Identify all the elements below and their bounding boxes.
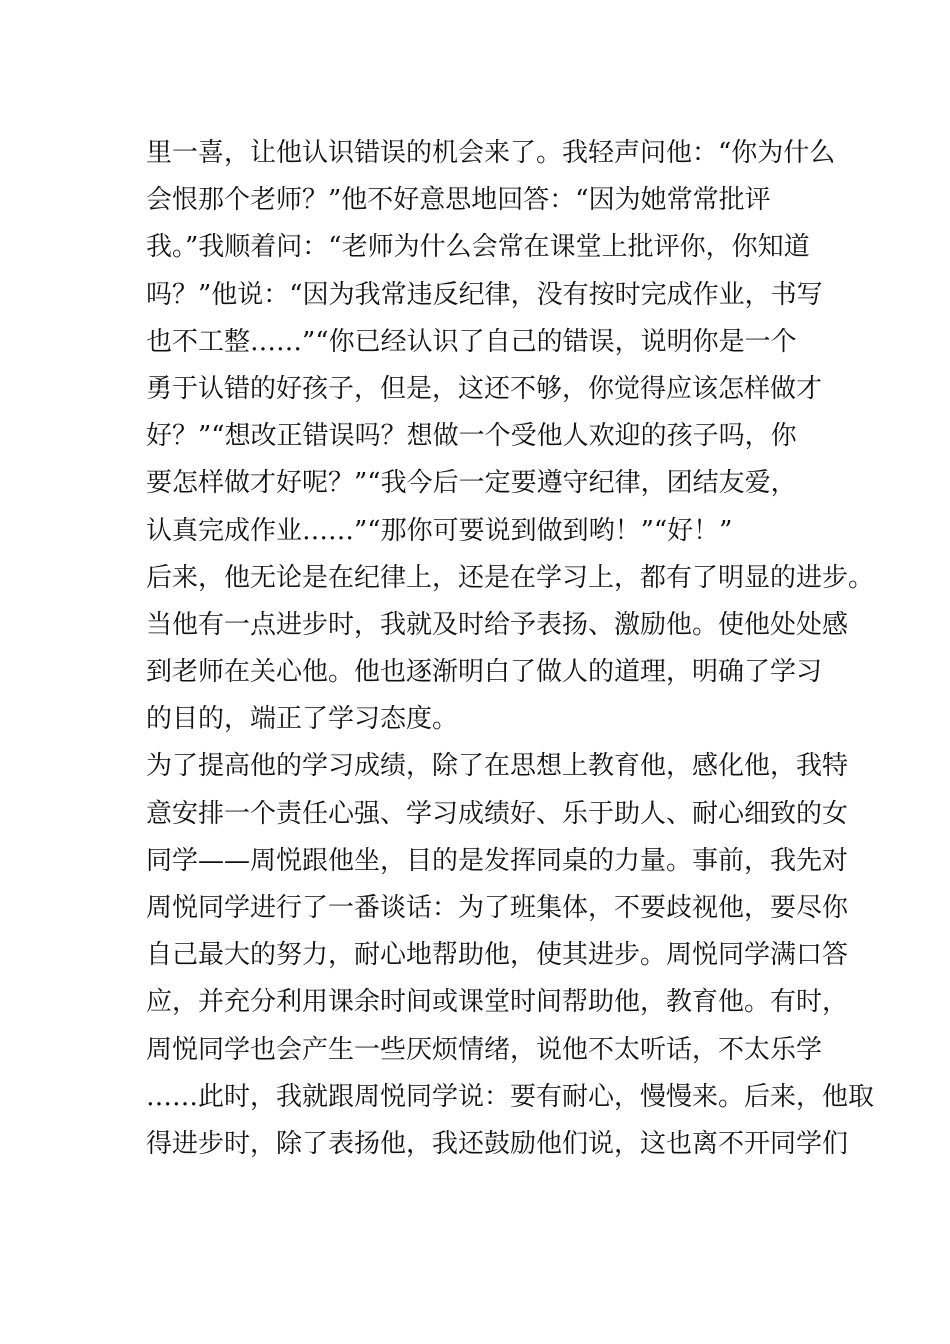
body-text — [146, 130, 875, 1168]
text-line: 周悦同学也会产生一些厌烦情绪，说他不太听话，不太乐学 — [146, 1034, 823, 1065]
text-line: 到老师在关心他。他也逐渐明白了做人的道理，明确了学习 — [146, 657, 823, 688]
text-line: 后来，他无论是在纪律上，还是在学习上，都有了明显的进步。 — [146, 562, 875, 593]
text-line: 应，并充分利用课余时间或课堂时间帮助他，教育他。有时， — [146, 987, 849, 1018]
text-line: 好？”“想改正错误吗？想做一个受他人欢迎的孩子吗，你 — [146, 421, 797, 452]
text-line: 吗？”他说：“因为我常违反纪律，没有按时完成作业，书写 — [146, 279, 823, 310]
text-line: 会恨那个老师？”他不好意思地回答：“因为她常常批评 — [146, 185, 771, 216]
text-line: 认真完成作业……”“那你可要说到做到哟！”“好！” — [146, 515, 733, 546]
text-line: 同学——周悦跟他坐，目的是发挥同桌的力量。事前，我先对 — [146, 845, 849, 876]
text-line: 里一喜，让他认识错误的机会来了。我轻声问他：“你为什么 — [146, 138, 836, 168]
text-line: 得进步时，除了表扬他，我还鼓励他们说，这也离不开同学们 — [146, 1128, 849, 1159]
text-line: 也不工整……”“你已经认识了自己的错误，说明你是一个 — [146, 326, 797, 357]
text-line: 意安排一个责任心强、学习成绩好、乐于助人、耐心细致的女 — [146, 798, 849, 829]
text-line: 当他有一点进步时，我就及时给予表扬、激励他。使他处处感 — [146, 609, 849, 640]
text-line: 的目的，端正了学习态度。 — [146, 704, 459, 735]
text-line: 周悦同学进行了一番谈话：为了班集体，不要歧视他，要尽你 — [146, 893, 849, 923]
text-line: 要怎样做才好呢？”“我今后一定要遵守纪律，团结友爱， — [146, 468, 797, 499]
text-line: 我。”我顺着问：“老师为什么会常在课堂上批评你，你知道 — [146, 232, 810, 263]
text-line: 勇于认错的好孩子，但是，这还不够，你觉得应该怎样做才 — [146, 373, 823, 404]
text-line: ……此时，我就跟周悦同学说：要有耐心，慢慢来。后来，他取 — [146, 1081, 875, 1112]
text-line: 为了提高他的学习成绩，除了在思想上教育他，感化他，我特 — [146, 751, 849, 782]
text-line: 自己最大的努力，耐心地帮助他，使其进步。周悦同学满口答 — [146, 940, 849, 971]
